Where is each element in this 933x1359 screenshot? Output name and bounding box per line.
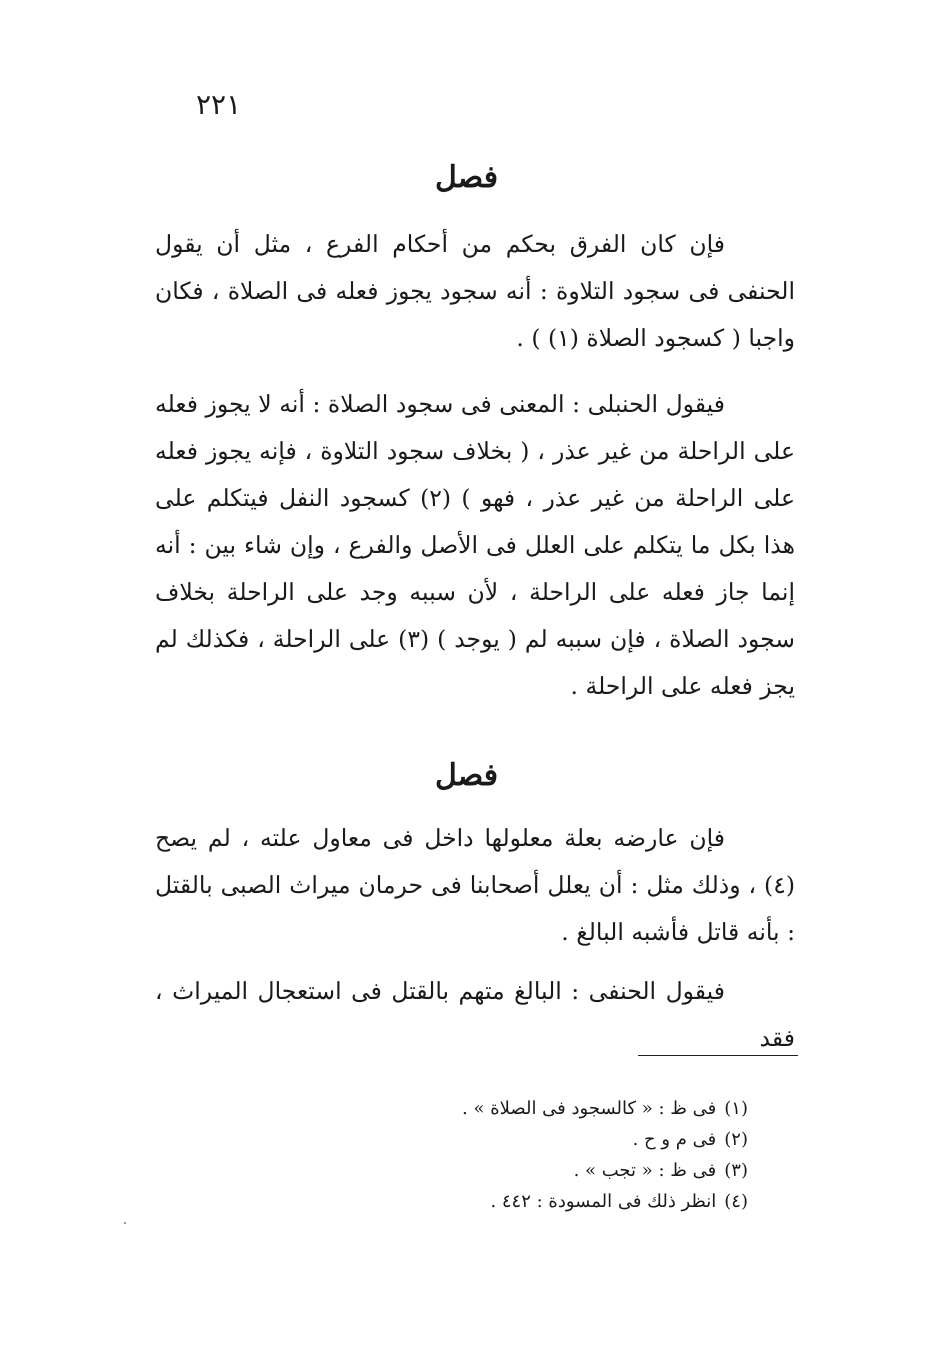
footnote-number: (٤) (724, 1191, 748, 1212)
paragraph-text: فإن عارضه بعلة معلولها داخل فى معاول علته ، لم يصح (٤) ، وذلك مثل : أن يعلل أصحابنا فى حرمان ميراث الصبى بالقتل : بأنه قاتل فأشبه البالغ . (155, 824, 795, 946)
section-1-paragraph-1 (155, 221, 795, 362)
footnote-number: (١) (724, 1098, 748, 1119)
footnote-divider (638, 1055, 798, 1056)
section-heading-2: فصل (434, 758, 499, 793)
footnote-text: انظر ذلك فى المسودة : ٤٤٢ . (490, 1191, 717, 1212)
footnote-text: فى م و ح . (632, 1129, 717, 1150)
footnotes (300, 1093, 748, 1217)
section-2-paragraph-2 (155, 968, 795, 1062)
scan-speck (124, 1222, 126, 1224)
footnote-text: فى ظ : « كالسجود فى الصلاة » . (462, 1098, 717, 1119)
page-number: ٢٢١ (196, 88, 242, 121)
section-heading-1: فصل (434, 160, 499, 195)
footnote-3 (300, 1155, 748, 1186)
paragraph-text: فيقول الحنبلى : المعنى فى سجود الصلاة : أنه لا يجوز فعله على الراحلة من غير عذر ، ( بخلاف سجود التلاوة ، فإنه يجوز فعله على الراحلة من غير عذر ، فهو ) (٢) كسجود النفل فيتكلم على هذا بكل ما يتكلم على العلل فى الأصل والفرع ، وإن شاء بين : أنه إنما جاز فعله على الراحلة ، لأن سببه وجد على الراحلة بخلاف سجود الصلاة ، فإن سببه لم ( يوجد ) (٣) على الراحلة ، فكذلك لم يجز فعله على الراحلة . (155, 390, 795, 700)
footnote-number: (٣) (724, 1160, 748, 1181)
footnote-text: فى ظ : « تجب » . (573, 1160, 717, 1181)
section-2-paragraph-1 (155, 815, 795, 956)
footnote-4 (300, 1186, 748, 1217)
footnote-2 (300, 1124, 748, 1155)
footnote-number: (٢) (724, 1129, 748, 1150)
section-1-paragraph-2 (155, 381, 795, 710)
paragraph-text: فإن كان الفرق بحكم من أحكام الفرع ، مثل أن يقول الحنفى فى سجود التلاوة : أنه سجود يجوز فعله فى الصلاة ، فكان واجبا ( كسجود الصلاة (١) ) . (155, 230, 795, 352)
paragraph-text: فيقول الحنفى : البالغ متهم بالقتل فى استعجال الميراث ، فقد (155, 977, 795, 1052)
footnote-1 (300, 1093, 748, 1124)
